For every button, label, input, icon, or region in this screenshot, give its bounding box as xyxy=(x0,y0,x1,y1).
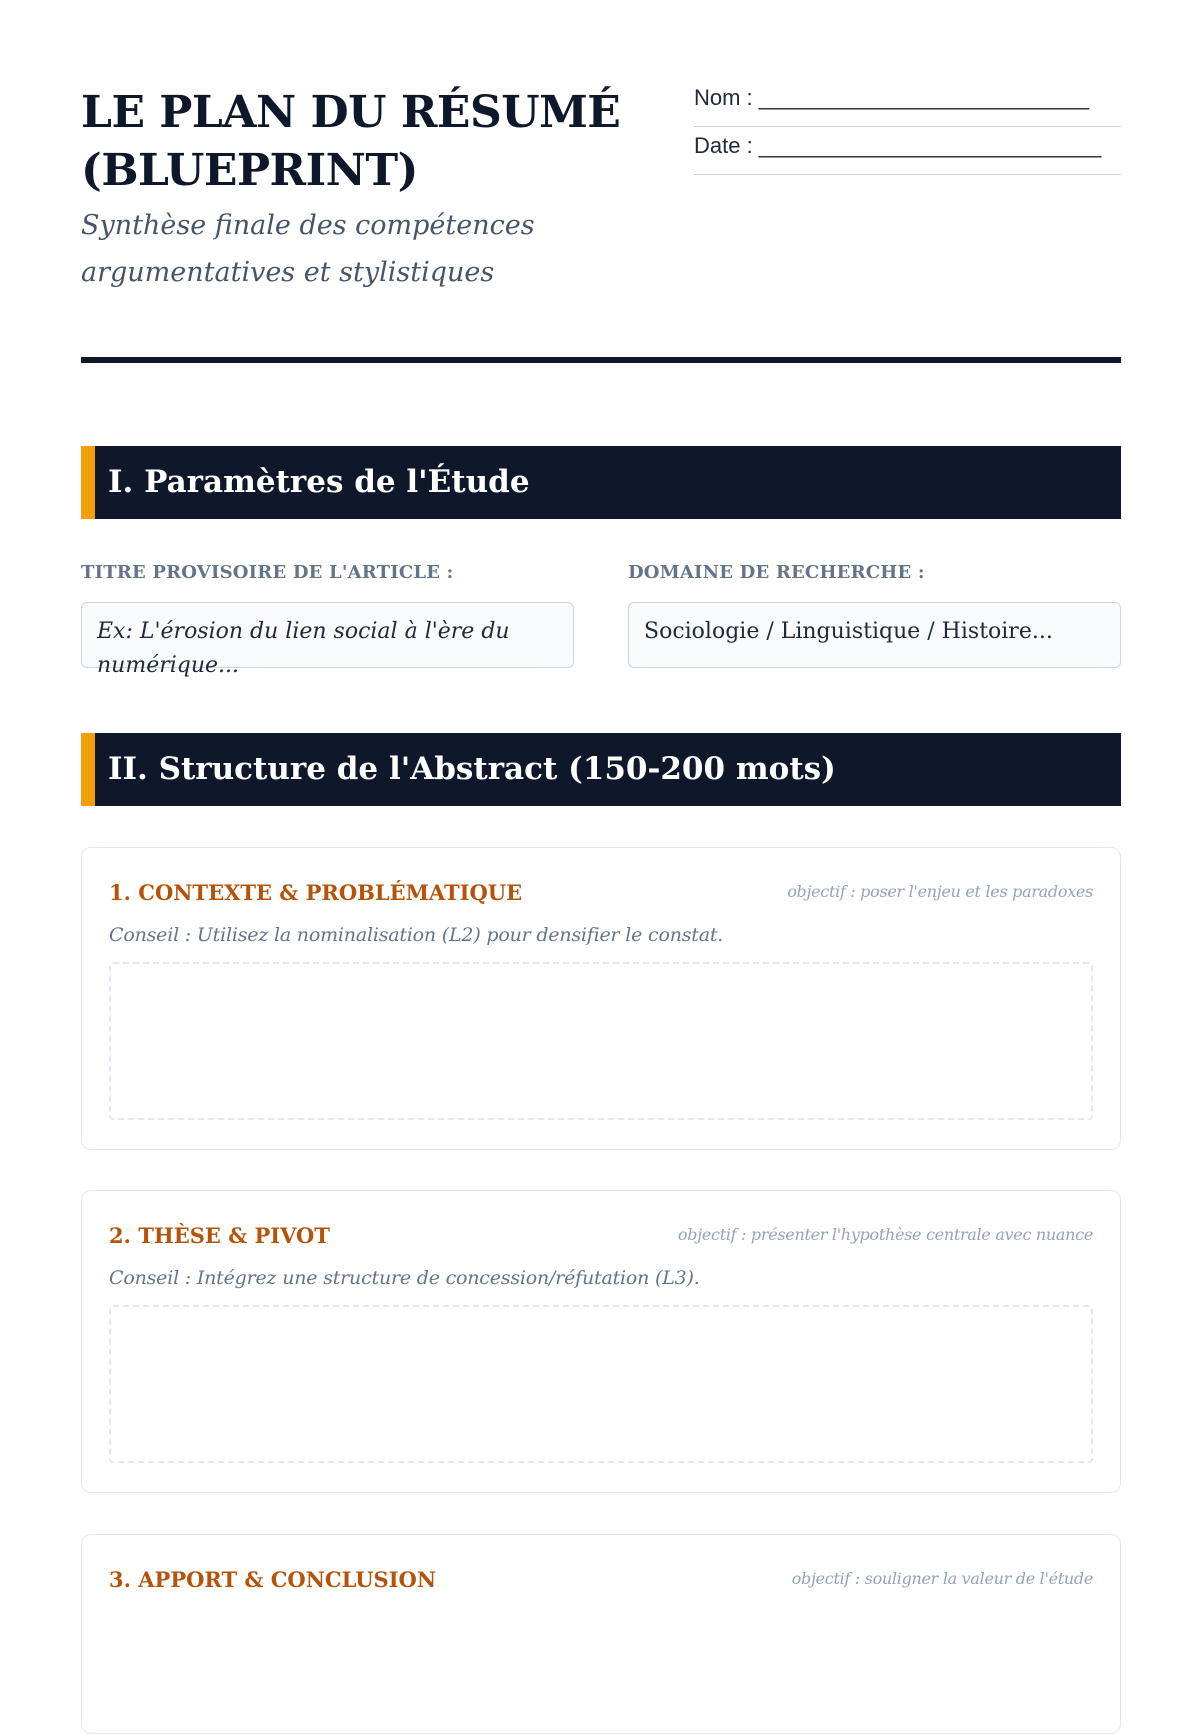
page-title: LE PLAN DU RÉSUMÉ (BLUEPRINT) xyxy=(81,87,621,196)
article-title-field xyxy=(81,560,574,678)
header-divider xyxy=(81,357,1121,363)
student-info xyxy=(694,80,1121,176)
section-header-parameters: I. Paramètres de l'Étude xyxy=(81,446,1121,519)
card-title: 3. APPORT & CONCLUSION xyxy=(109,1567,437,1592)
research-domain-input[interactable]: Sociologie / Linguistique / Histoire... xyxy=(628,602,1121,668)
card-header xyxy=(109,1219,1093,1253)
writing-area-context[interactable] xyxy=(109,962,1093,1120)
card-header xyxy=(109,1563,1093,1597)
card-header xyxy=(109,876,1093,910)
research-domain-label: DOMAINE DE RECHERCHE : xyxy=(628,562,925,583)
date-line[interactable]: Date : ____________________________ xyxy=(694,128,1121,175)
card-objective: objectif : poser l'enjeu et les paradoxes xyxy=(787,882,1093,901)
writing-area-thesis[interactable] xyxy=(109,1305,1093,1463)
abstract-card-context xyxy=(81,847,1121,1150)
abstract-card-conclusion xyxy=(81,1534,1121,1734)
section-header-abstract-structure: II. Structure de l'Abstract (150-200 mots) xyxy=(81,733,1121,806)
card-tip: Conseil : Intégrez une structure de concession/réfutation (L3). xyxy=(109,1267,700,1289)
research-domain-field xyxy=(628,560,1121,668)
card-title: 1. CONTEXTE & PROBLÉMATIQUE xyxy=(109,880,523,905)
worksheet-page xyxy=(81,0,1121,1600)
card-objective: objectif : présenter l'hypothèse centrale avec nuance xyxy=(677,1225,1093,1244)
page-header xyxy=(81,80,1121,310)
card-title: 2. THÈSE & PIVOT xyxy=(109,1223,330,1248)
abstract-card-thesis xyxy=(81,1190,1121,1493)
card-objective: objectif : souligner la valeur de l'étude xyxy=(791,1569,1093,1588)
page-subtitle: Synthèse finale des compétences argumentatives et stylistiques xyxy=(81,210,535,288)
article-title-input[interactable]: Ex: L'érosion du lien social à l'ère du numérique... xyxy=(81,602,574,668)
name-line[interactable]: Nom : ___________________________ xyxy=(694,80,1121,127)
article-title-label: TITRE PROVISOIRE DE L'ARTICLE : xyxy=(81,562,454,583)
card-tip: Conseil : Utilisez la nominalisation (L2) pour densifier le constat. xyxy=(109,924,724,946)
